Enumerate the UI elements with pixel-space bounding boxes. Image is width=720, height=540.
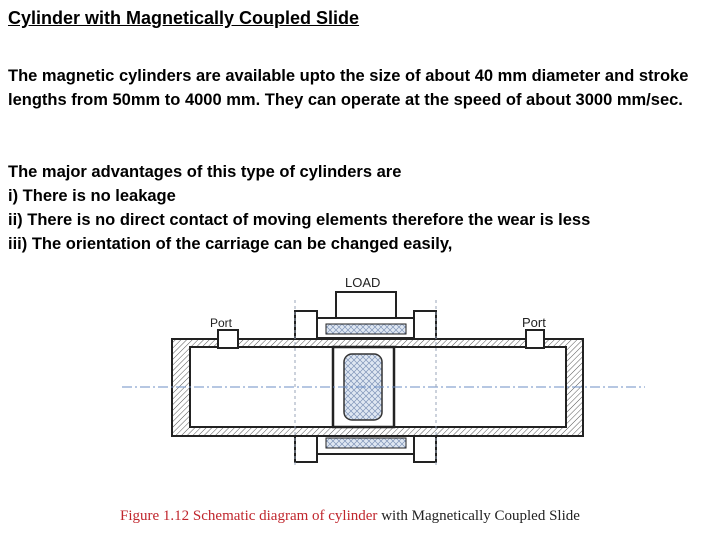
outer-magnet-bottom <box>326 438 406 448</box>
load-label: LOAD <box>345 275 381 290</box>
advantages-heading: The major advantages of this type of cylinders are <box>8 163 402 181</box>
advantage-item: i) There is no leakage <box>8 187 176 205</box>
caption-part-1: Figure 1.12 Schematic diagram of cylinder <box>120 508 378 524</box>
load-block <box>336 292 396 320</box>
right-port-label: Port <box>522 315 546 330</box>
advantage-item: iii) The orientation of the carriage can be changed easily, <box>8 235 453 253</box>
left-port-label: Port <box>210 316 233 330</box>
intro-paragraph: The magnetic cylinders are available upto the size of about 40 mm diameter and stroke lengths from 50mm to 4000 mm. They can operate at the speed of about 3000 mm/sec. <box>8 67 689 109</box>
carriage-left-cap <box>295 311 317 339</box>
outer-magnet-top <box>326 324 406 334</box>
caption-part-2: with Magnetically Coupled Slide <box>381 508 580 524</box>
carriage-right-cap <box>414 311 436 339</box>
page-title: Cylinder with Magnetically Coupled Slide <box>8 8 360 28</box>
right-port <box>526 330 544 348</box>
figure-caption <box>120 508 580 525</box>
advantage-item: ii) There is no direct contact of moving elements therefore the wear is less <box>8 211 591 229</box>
left-port <box>218 330 238 348</box>
carriage-left-cap-bottom <box>295 436 317 462</box>
carriage-right-cap-bottom <box>414 436 436 462</box>
